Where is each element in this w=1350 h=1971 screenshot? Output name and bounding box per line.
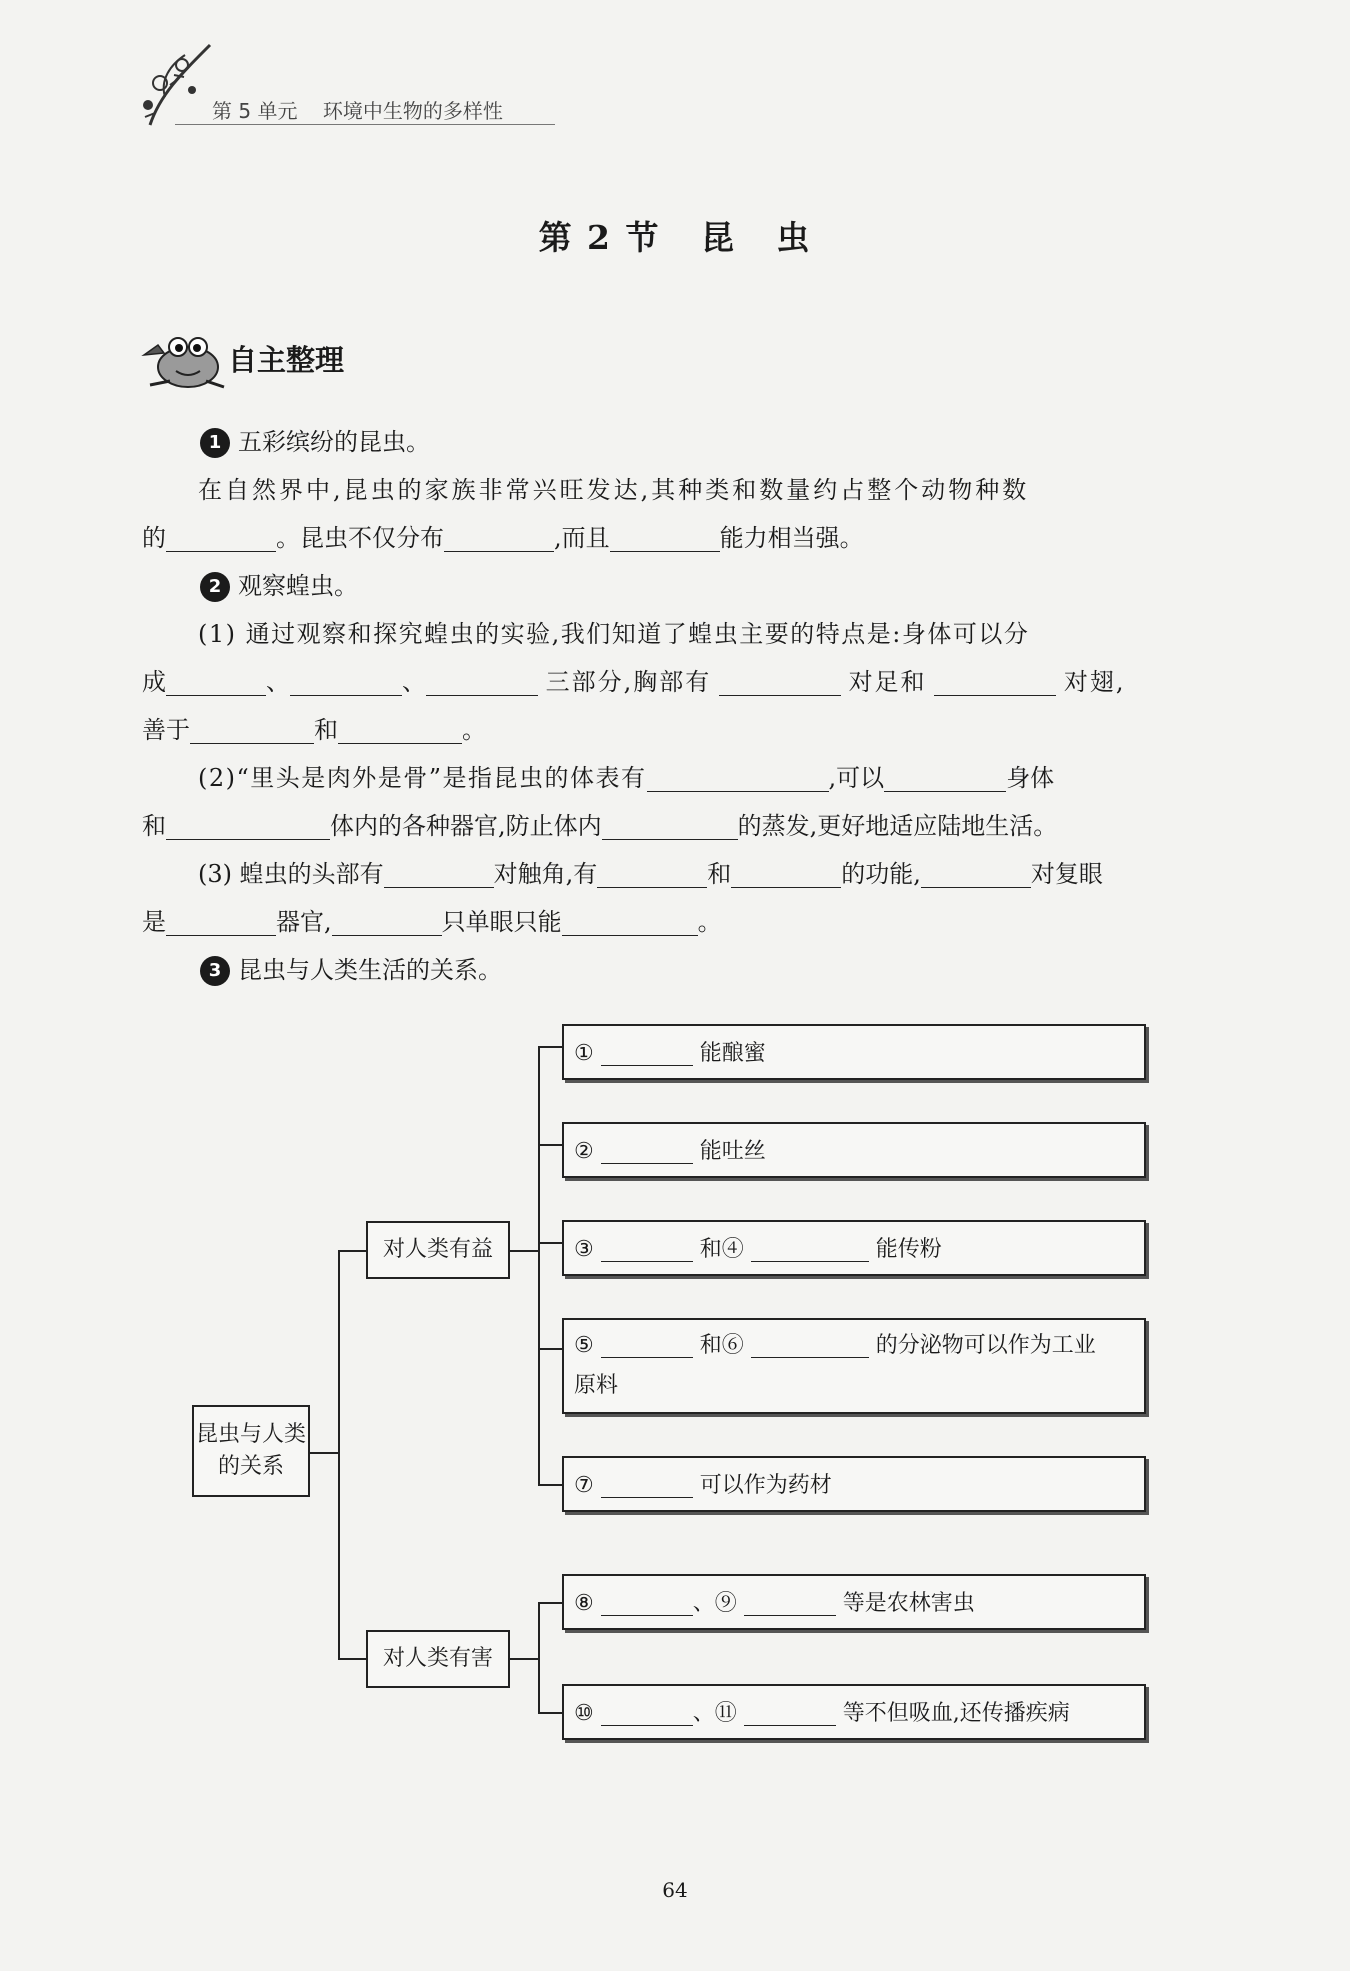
answer-blank[interactable] — [601, 1333, 693, 1358]
diagram-benefit-node: 对人类有益 — [366, 1221, 510, 1279]
frog-mascot-icon — [140, 325, 228, 399]
connector-line — [510, 1250, 538, 1252]
connector-line — [338, 1658, 368, 1660]
answer-blank[interactable] — [731, 857, 841, 888]
item2-heading — [200, 562, 358, 610]
item2-p1-line2 — [142, 658, 1204, 706]
item2-text: 、 — [402, 668, 426, 696]
answer-blank[interactable] — [332, 905, 442, 936]
item1-line1: 在自然界中,昆虫的家族非常兴旺发达,其种类和数量约占整个动物种数 — [198, 476, 1030, 504]
answer-blank[interactable] — [166, 809, 330, 840]
header-unit: 第 5 单元 — [212, 99, 298, 123]
connector-line — [310, 1452, 338, 1454]
answer-blank[interactable] — [934, 665, 1056, 696]
box-number: ⑧ — [574, 1591, 594, 1616]
box-number: ① — [574, 1041, 594, 1066]
item1-heading-text: 五彩缤纷的昆虫。 — [238, 428, 430, 456]
diagram-box-3 — [562, 1220, 1146, 1276]
box-text: 和④ — [699, 1237, 744, 1262]
answer-blank[interactable] — [921, 857, 1031, 888]
answer-blank[interactable] — [744, 1701, 836, 1726]
answer-blank[interactable] — [444, 521, 554, 552]
connector-line — [538, 1712, 564, 1714]
item3-heading — [200, 946, 502, 994]
header-decoration-icon — [130, 35, 220, 134]
answer-blank[interactable] — [562, 905, 698, 936]
item2-p2-line1 — [142, 754, 1204, 802]
answer-blank[interactable] — [338, 713, 462, 744]
item2-text: 善于 — [142, 716, 190, 744]
diagram-harm-node: 对人类有害 — [366, 1630, 510, 1688]
item2-text: (2)“里头是肉外是骨”是指昆虫的体表有 — [198, 764, 647, 792]
item2-text: 成 — [142, 668, 166, 696]
connector-line — [538, 1484, 564, 1486]
answer-blank[interactable] — [190, 713, 314, 744]
item2-text: 。 — [697, 908, 722, 936]
item1-text-a: 的 — [142, 524, 166, 552]
item1-line2 — [142, 514, 1204, 562]
section-title: 自主整理 — [228, 343, 345, 377]
item2-text: 的蒸发,更好地适应陆地生活。 — [737, 812, 1058, 840]
connector-line — [538, 1602, 540, 1714]
answer-blank[interactable] — [602, 809, 738, 840]
box-text: 原料 — [574, 1373, 619, 1398]
item2-heading-text: 观察蝗虫。 — [238, 572, 358, 600]
item2-number-badge: 2 — [200, 572, 230, 602]
item2-text: 和 — [314, 716, 338, 744]
connector-line — [538, 1144, 564, 1146]
box-number: ③ — [574, 1237, 594, 1262]
item1-text-d: 能力相当强。 — [719, 524, 864, 552]
item2-p2-line2 — [142, 802, 1204, 850]
connector-line — [510, 1658, 538, 1660]
answer-blank[interactable] — [751, 1237, 869, 1262]
item2-text: 对足和 — [848, 668, 927, 696]
item2-p1-line3 — [142, 706, 1204, 754]
box-text: 能酿蜜 — [699, 1041, 766, 1066]
item2-text: (3) 蝗虫的头部有 — [198, 860, 384, 888]
diagram-box-2 — [562, 1122, 1146, 1178]
item2-text: 器官, — [276, 908, 332, 936]
box-text: 、⑨ — [692, 1591, 737, 1616]
connector-line — [338, 1250, 340, 1660]
answer-blank[interactable] — [884, 761, 1006, 792]
connector-line — [538, 1348, 564, 1350]
item1-heading — [200, 418, 430, 466]
item2-text: 是 — [142, 908, 166, 936]
answer-blank[interactable] — [426, 665, 538, 696]
diagram-box-6 — [562, 1574, 1146, 1630]
answer-blank[interactable] — [290, 665, 402, 696]
item1-number-badge: 1 — [200, 428, 230, 458]
page-title: 第 2 节 昆 虫 — [538, 218, 812, 257]
diagram-box-4 — [562, 1318, 1146, 1414]
header-unit-name: 环境中生物的多样性 — [322, 99, 503, 123]
box-text: 、⑪ — [692, 1701, 737, 1726]
item2-p3-line1 — [142, 850, 1204, 898]
box-text: 等是农林害虫 — [842, 1591, 975, 1616]
answer-blank[interactable] — [166, 665, 266, 696]
box-text: 能吐丝 — [699, 1139, 766, 1164]
item2-text: 和 — [142, 812, 166, 840]
item2-text: 的功能, — [841, 860, 921, 888]
box-text: 的分泌物可以作为工业 — [875, 1333, 1096, 1358]
item2-text: 对翅, — [1063, 668, 1126, 696]
answer-blank[interactable] — [166, 905, 276, 936]
item2-text: 只单眼只能 — [441, 908, 562, 936]
item2-text: 、 — [266, 668, 290, 696]
connector-line — [538, 1242, 564, 1244]
item2-text: 对触角,有 — [493, 860, 598, 888]
answer-blank[interactable] — [601, 1701, 693, 1726]
item2-text: 对复眼 — [1030, 860, 1103, 888]
item2-text: 。 — [462, 716, 486, 744]
answer-blank[interactable] — [751, 1333, 869, 1358]
answer-blank[interactable] — [719, 665, 841, 696]
item1-text-b: 。昆虫不仅分布 — [276, 524, 444, 552]
answer-blank[interactable] — [384, 857, 494, 888]
box-number: ② — [574, 1139, 594, 1164]
answer-blank[interactable] — [601, 1473, 693, 1498]
diagram-box-1 — [562, 1024, 1146, 1080]
answer-blank[interactable] — [166, 521, 276, 552]
box-text: 等不但吸血,还传播疾病 — [842, 1701, 1070, 1726]
answer-blank[interactable] — [601, 1237, 693, 1262]
box-number: ⑩ — [574, 1701, 594, 1726]
box-text: 和⑥ — [699, 1333, 744, 1358]
answer-blank[interactable] — [597, 857, 707, 888]
box-text: 可以作为药材 — [699, 1473, 832, 1498]
connector-line — [538, 1602, 564, 1604]
answer-blank[interactable] — [647, 761, 829, 792]
item2-text: 和 — [707, 860, 732, 888]
header-unit-title — [212, 95, 503, 124]
answer-blank[interactable] — [601, 1591, 693, 1616]
connector-line — [338, 1250, 368, 1252]
page-number: 64 — [662, 1878, 688, 1902]
item2-text: 身体 — [1006, 764, 1055, 792]
answer-blank[interactable] — [601, 1139, 693, 1164]
item2-p3-line2 — [142, 898, 1204, 946]
answer-blank[interactable] — [744, 1591, 836, 1616]
box-number: ⑤ — [574, 1333, 594, 1358]
item2-text: ,可以 — [828, 764, 885, 792]
header-rule — [175, 124, 555, 125]
item2-p1-line1: (1) 通过观察和探究蝗虫的实验,我们知道了蝗虫主要的特点是:身体可以分 — [198, 620, 1030, 648]
diagram-box-5 — [562, 1456, 1146, 1512]
connector-line — [538, 1046, 564, 1048]
item1-text-c: ,而且 — [554, 524, 610, 552]
box-number: ⑦ — [574, 1473, 594, 1498]
connector-line — [538, 1046, 540, 1486]
item2-text: 三部分,胸部有 — [545, 668, 712, 696]
item3-heading-text: 昆虫与人类生活的关系。 — [238, 956, 502, 984]
diagram-root-node: 昆虫与人类的关系 — [192, 1405, 310, 1497]
item3-number-badge: 3 — [200, 956, 230, 986]
answer-blank[interactable] — [601, 1041, 693, 1066]
answer-blank[interactable] — [610, 521, 720, 552]
item2-text: 体内的各种器官,防止体内 — [330, 812, 602, 840]
box-text: 能传粉 — [875, 1237, 942, 1262]
diagram-box-7 — [562, 1684, 1146, 1740]
